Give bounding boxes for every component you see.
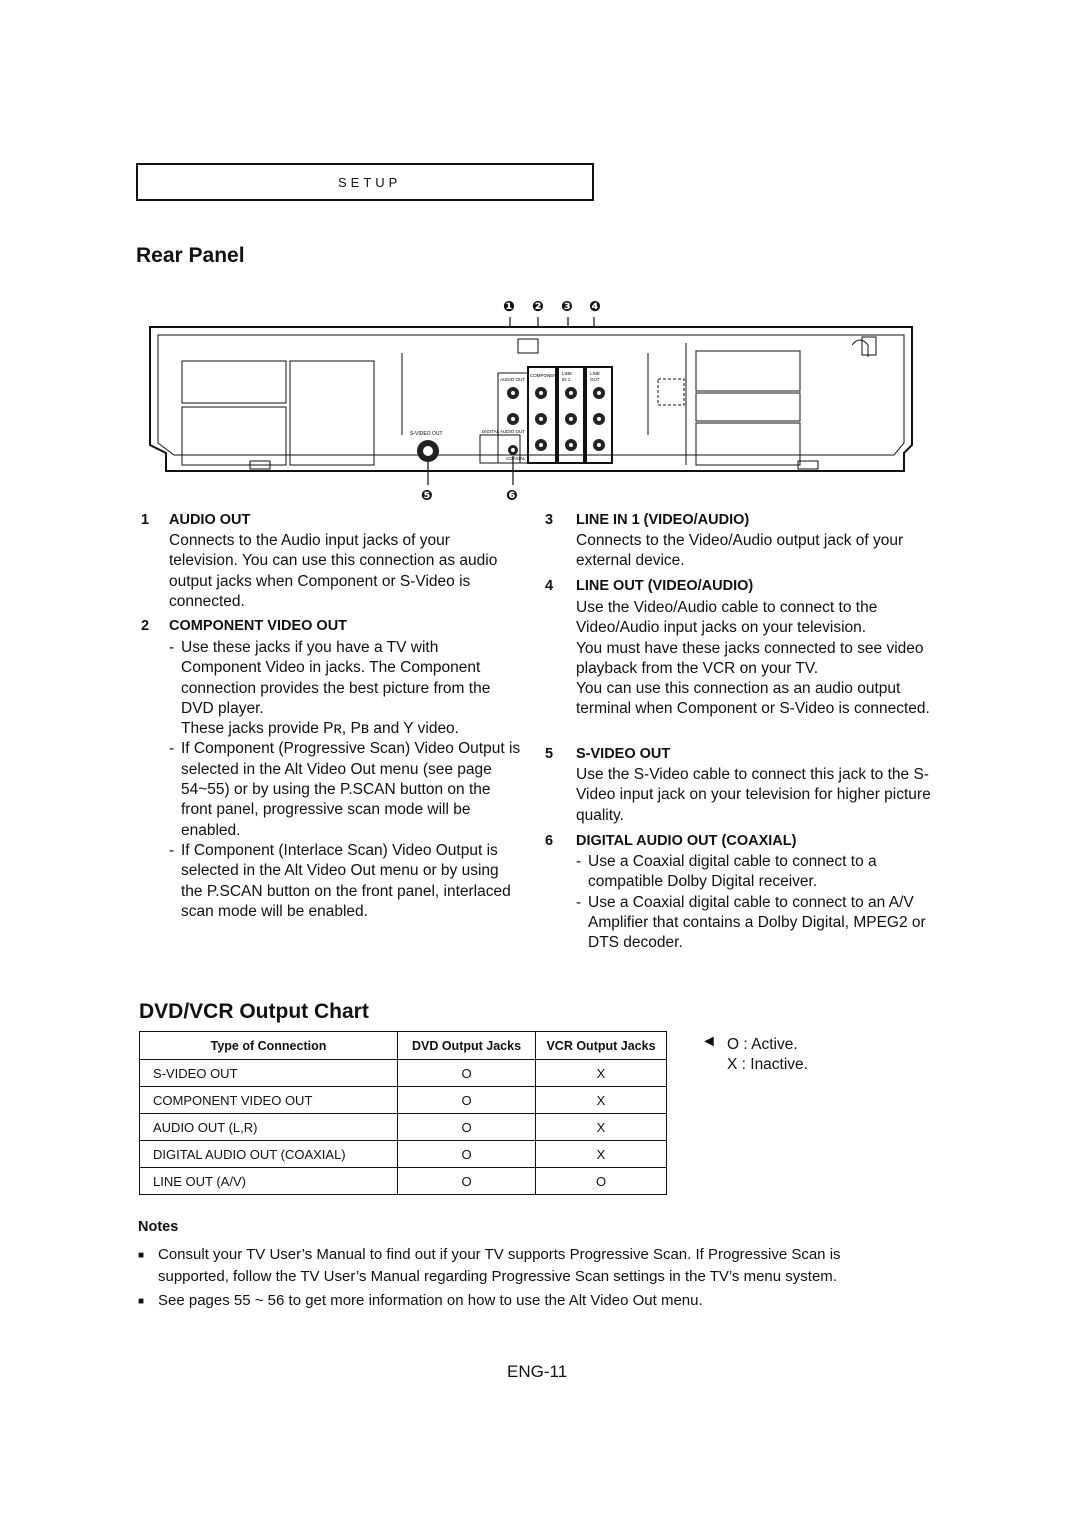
note-item: ■ Consult your TV User’s Manual to find out if your TV supports Progressive Scan. If Progressive Scan is supported, follow the TV User’s Manual regarding Progressive Scan settings in the TV’s menu system. (138, 1246, 841, 1285)
table-cell: S-VIDEO OUT (140, 1060, 398, 1087)
header-type: Type of Connection (140, 1032, 398, 1060)
section-4-text-1: Use the Video/Audio cable to connect to the Video/Audio input jacks on your television. (576, 599, 878, 637)
section-6-number: 6 (545, 833, 554, 849)
callout-6: ❻ (506, 487, 518, 503)
section-4-text-3: You can use this connection as an audio output terminal when Component or S-Video is connected. (576, 680, 930, 718)
page-number: ENG-11 (507, 1362, 568, 1381)
output-chart-table (139, 1031, 667, 1195)
section-4-number: 4 (545, 578, 554, 594)
section-2-body (169, 638, 521, 922)
table-cell: O (398, 1060, 536, 1087)
svg-text:DIGITAL AUDIO OUT: DIGITAL AUDIO OUT (482, 429, 526, 434)
table-cell: DIGITAL AUDIO OUT (COAXIAL) (140, 1141, 398, 1168)
table-cell: COMPONENT VIDEO OUT (140, 1087, 398, 1114)
section-6-body (576, 852, 928, 953)
section-1-title: AUDIO OUT (169, 512, 251, 528)
output-chart-title: DVD/VCR Output Chart (139, 1000, 369, 1023)
section-1-number: 1 (141, 512, 150, 528)
table-cell: AUDIO OUT (L,R) (140, 1114, 398, 1141)
table-cell: O (536, 1168, 667, 1195)
section-3-text: Connects to the Video/Audio output jack of your external device. (576, 532, 904, 570)
section-4-title: LINE OUT (VIDEO/AUDIO) (576, 578, 754, 594)
section-2-bullet-1-extra: These jacks provide Pʀ, Pʙ and Y video. (181, 720, 459, 738)
notes-list (138, 1244, 898, 1313)
section-6-bullet-1: - Use a Coaxial digital cable to connect to a compatible Dolby Digital receiver. (576, 853, 877, 891)
table-cell: X (536, 1060, 667, 1087)
callout-3: ❸ (561, 298, 573, 314)
table-header-row (140, 1032, 667, 1060)
callout-1: ❶ (503, 298, 515, 314)
legend-inactive: X : Inactive. (727, 1056, 808, 1073)
table-row (140, 1060, 667, 1087)
svg-text:AUDIO OUT: AUDIO OUT (500, 377, 526, 382)
table-cell: X (536, 1087, 667, 1114)
section-5-title: S-VIDEO OUT (576, 746, 671, 762)
section-6-title: DIGITAL AUDIO OUT (COAXIAL) (576, 833, 797, 849)
table-cell: O (398, 1168, 536, 1195)
section-header-label: SETUP (338, 175, 402, 190)
svideo-label-small: S-VIDEO OUT (410, 431, 443, 437)
header-dvd: DVD Output Jacks (398, 1032, 536, 1060)
table-row (140, 1168, 667, 1195)
rear-panel-title: Rear Panel (136, 244, 245, 267)
legend-active: O : Active. (727, 1036, 798, 1053)
callout-5: ❺ (421, 487, 433, 503)
section-header-box (136, 163, 594, 201)
table-cell: O (398, 1114, 536, 1141)
svg-text:COAXIAL: COAXIAL (506, 456, 526, 461)
notes-title: Notes (138, 1219, 179, 1235)
table-row (140, 1114, 667, 1141)
table-row (140, 1087, 667, 1114)
section-2-bullet-1: - Use these jacks if you have a TV with Component Video in jacks. The Component connection provides the best picture from the DVD player. (169, 639, 491, 717)
table-cell: LINE OUT (A/V) (140, 1168, 398, 1195)
callout-4: ❹ (589, 298, 601, 314)
table-row (140, 1141, 667, 1168)
section-2-title: COMPONENT VIDEO OUT (169, 618, 348, 634)
section-3-number: 3 (545, 512, 554, 528)
section-2-bullet-2: - If Component (Progressive Scan) Video Output is selected in the Alt Video Out menu (see page 54~55) or by using the P.SCAN button on the front panel, progressive scan mode will be enabled. (169, 740, 521, 839)
section-6-bullet-2: - Use a Coaxial digital cable to connect to an A/V Amplifier that contains a Dolby Digital, MPEG2 or DTS decoder. (576, 893, 926, 952)
note-item: ■ See pages 55 ~ 56 to get more information on how to use the Alt Video Out menu. (138, 1292, 703, 1309)
header-vcr: VCR Output Jacks (536, 1032, 667, 1060)
section-4-text-2: You must have these jacks connected to see video playback from the VCR on your TV. (576, 639, 924, 677)
callout-2: ❷ (532, 298, 544, 314)
section-2-number: 2 (141, 618, 150, 634)
section-1-text: Connects to the Audio input jacks of your television. You can use this connection as audio output jacks when Component or S-Video is connected. (169, 532, 498, 610)
table-cell: O (398, 1087, 536, 1114)
svg-text:LINE: LINE (562, 371, 573, 376)
section-5-text: Use the S-Video cable to connect this jack to the S-Video input jack on your television for higher picture quality. (576, 766, 931, 824)
section-2-bullet-3: - If Component (Interlace Scan) Video Output is selected in the Alt Video Out menu or by using the P.SCAN button on the front panel, interlaced scan mode will be enabled. (169, 841, 511, 920)
table-cell: X (536, 1114, 667, 1141)
table-cell: X (536, 1141, 667, 1168)
rear-panel-illustration (140, 295, 920, 485)
svg-text:IN 1: IN 1 (562, 377, 571, 382)
svg-text:COMPONENT: COMPONENT (530, 373, 560, 378)
svg-text:OUT: OUT (590, 377, 600, 382)
table-cell: O (398, 1141, 536, 1168)
section-4-body (576, 598, 931, 720)
svg-text:LINE: LINE (590, 371, 601, 376)
section-5-number: 5 (545, 746, 554, 762)
section-3-title: LINE IN 1 (VIDEO/AUDIO) (576, 512, 750, 528)
legend-arrow-icon: ◄ (701, 1033, 717, 1050)
